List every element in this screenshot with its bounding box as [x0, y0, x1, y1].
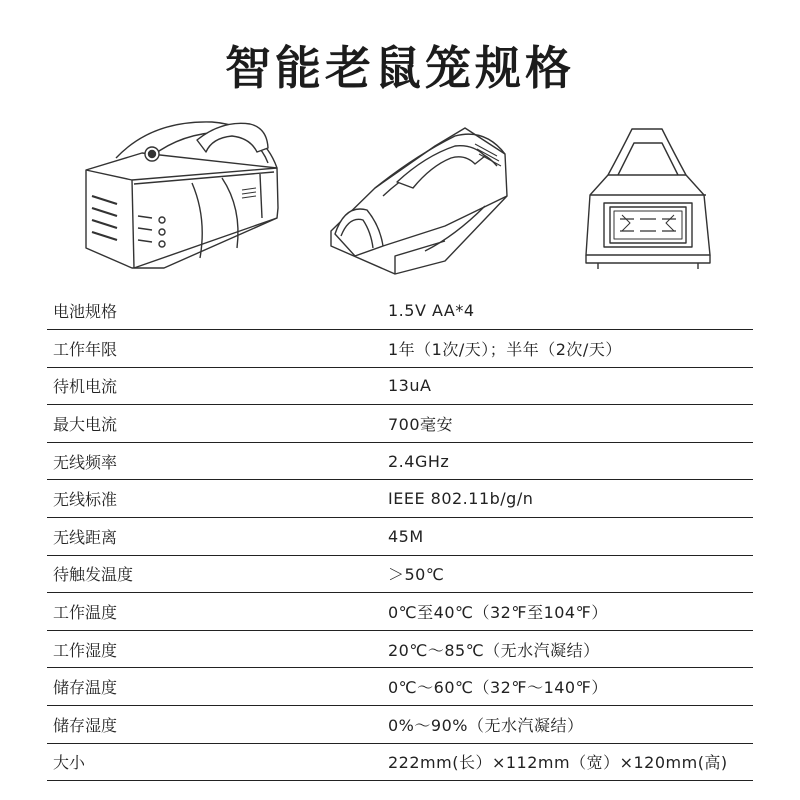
- spec-value: 0℃～60℃（32℉～140℉）: [388, 678, 608, 698]
- product-rear-view-image: [325, 116, 515, 276]
- spec-label: 最大电流: [53, 415, 118, 435]
- product-front-view-image: [72, 108, 294, 278]
- spec-label: 工作年限: [53, 339, 118, 359]
- spec-value: 20℃～85℃（无水汽凝结）: [388, 640, 600, 660]
- table-row: [47, 555, 753, 593]
- table-row: [47, 706, 753, 744]
- table-row: [47, 668, 753, 706]
- spec-value: 222mm(长）×112mm（宽）×120mm(高): [388, 753, 728, 773]
- spec-label: 无线标准: [53, 490, 118, 510]
- spec-value: 13uA: [388, 376, 432, 396]
- table-row: [47, 743, 753, 781]
- spec-label: 待触发温度: [53, 565, 134, 585]
- table-row: [47, 292, 753, 330]
- spec-label: 待机电流: [53, 377, 118, 397]
- table-row: [47, 480, 753, 518]
- spec-label: 工作温度: [53, 603, 118, 623]
- spec-value: 2.4GHz: [388, 451, 450, 471]
- table-row: [47, 367, 753, 405]
- table-row: [47, 593, 753, 631]
- spec-label: 储存湿度: [53, 715, 118, 735]
- spec-value: ＞50℃: [388, 565, 445, 585]
- table-row: [47, 518, 753, 556]
- spec-value: 1.5V AA*4: [388, 301, 475, 321]
- table-row: [47, 630, 753, 668]
- page-title: 智能老鼠笼规格: [225, 41, 575, 95]
- product-end-view-image: [578, 123, 718, 273]
- spec-value: IEEE 802.11b/g/n: [388, 489, 534, 509]
- spec-label: 大小: [53, 753, 86, 773]
- spec-value: 1年（1次/天）；半年（2次/天）: [388, 339, 622, 359]
- spec-value: 45M: [388, 526, 424, 546]
- product-illustrations: [0, 108, 800, 288]
- spec-label: 储存温度: [53, 678, 118, 698]
- spec-value: 700毫安: [388, 415, 454, 435]
- spec-label: 电池规格: [53, 302, 118, 322]
- spec-value: 0%～90%（无水汽凝结）: [388, 715, 584, 735]
- table-row: [47, 442, 753, 480]
- spec-label: 无线频率: [53, 452, 118, 472]
- spec-table: [47, 292, 753, 781]
- table-row: [47, 330, 753, 368]
- spec-label: 工作湿度: [53, 640, 118, 660]
- spec-value: 0℃至40℃（32℉至104℉）: [388, 603, 608, 623]
- spec-label: 无线距离: [53, 527, 118, 547]
- table-row: [47, 405, 753, 443]
